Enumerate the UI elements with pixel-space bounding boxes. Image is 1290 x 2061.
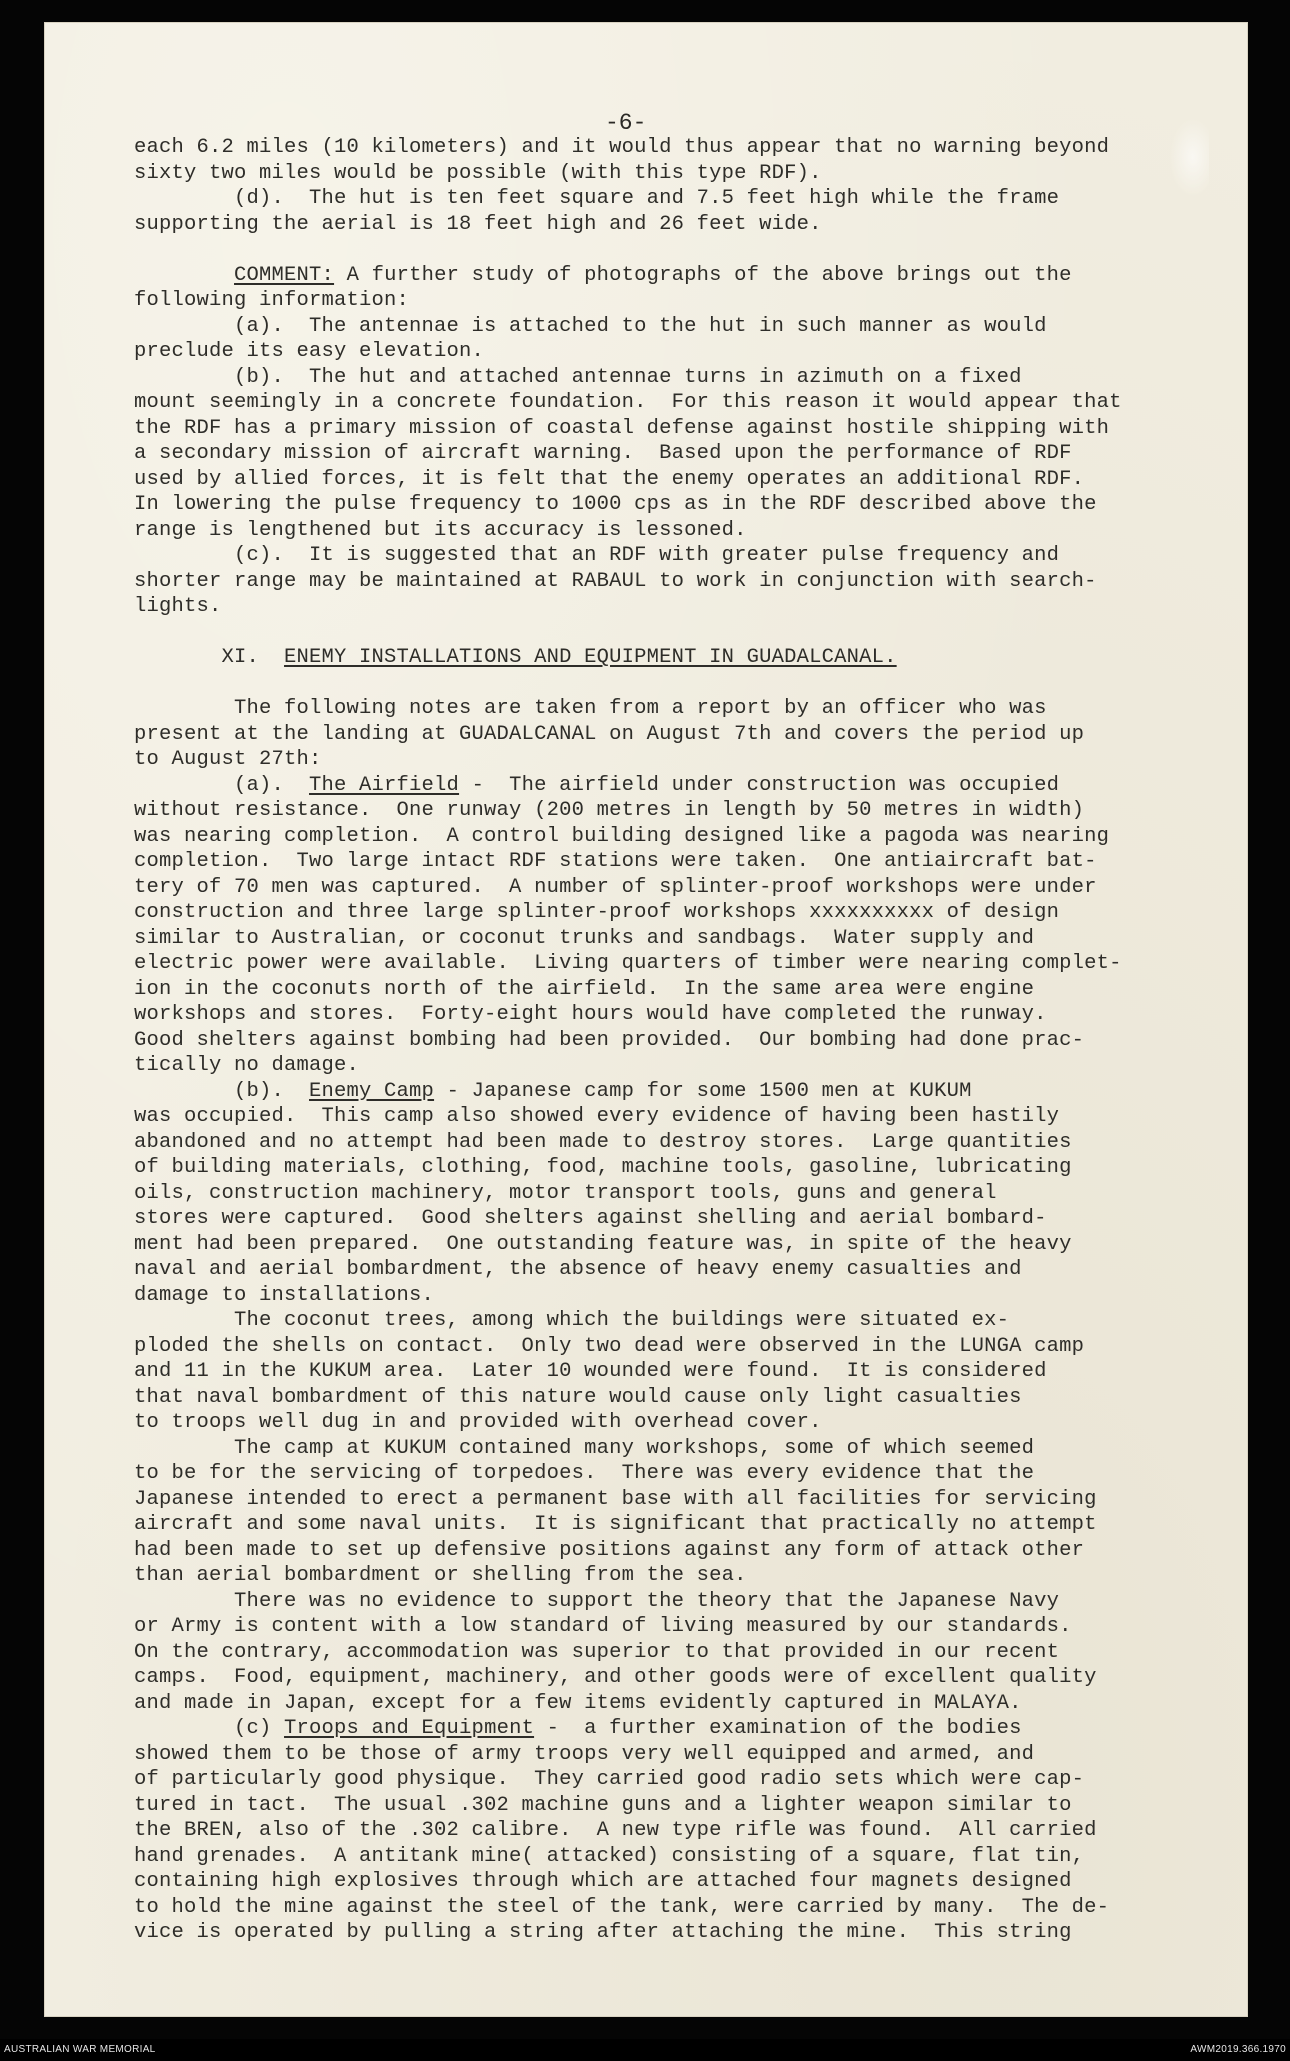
line-text: oils, construction machinery, motor transport tools, guns and general [134,1181,997,1205]
line-text: to August 27th: [134,748,322,771]
line-text: and made in Japan, except for a few items evidently captured in MALAYA. [134,1691,1022,1715]
line-text: a secondary mission of aircraft warning. Based upon the performance of RDF [134,442,1072,465]
line-text: range is lengthened but its accuracy is lessoned. [134,518,747,542]
line-text: vice is operated by pulling a string after attaching the mine. This string [134,1921,1072,1944]
underlined-heading: Enemy Camp [309,1079,435,1103]
text-line [134,1920,1174,1946]
line-text: workshops and stores. Forty-eight hours would have completed the runway. [134,1003,1047,1026]
text-line [134,1665,1174,1691]
archive-reference: AWM2019.366.1970 [1190,2044,1286,2055]
text-line [134,1104,1174,1130]
text-line [134,1334,1174,1360]
line-text: damage to installations. [134,1283,435,1307]
text-line [134,492,1174,518]
text-line [134,135,1174,161]
text-line [134,951,1174,977]
text-line [134,1028,1174,1054]
paper-crease-mark [1169,117,1209,197]
text-line [134,875,1174,901]
text-line [134,1436,1174,1462]
line-text: construction and three large splinter-proof workshops xxxxxxxxxx of design [134,901,1060,924]
text-line [134,1487,1174,1513]
line-text: The camp at KUKUM contained many workshops, some of which seemed [134,1436,1035,1460]
line-text: containing high explosives through which are attached four magnets designed [134,1870,1072,1893]
line-text: ion in the coconuts north of the airfield. In the same area were engine [134,977,1035,1001]
text-line [134,441,1174,467]
text-line [134,773,1174,799]
text-line [134,722,1174,748]
line-text: (c). It is suggested that an RDF with greater pulse frequency and [134,544,1060,567]
line-text: Good shelters against bombing had been provided. Our bombing had done prac- [134,1028,1085,1052]
line-text: or Army is content with a low standard of living measured by our standards. [134,1615,1072,1638]
text-line [134,1844,1174,1870]
underlined-heading: Troops and Equipment [284,1717,535,1740]
blank-line [134,620,1174,646]
text-line [134,1742,1174,1768]
line-text: (a). The antennae is attached to the hut in such manner as would [134,314,1047,338]
line-text: than aerial bombardment or shelling from the sea. [134,1564,747,1587]
line-text: The following notes are taken from a report by an officer who was [134,697,1047,720]
text-line [134,186,1174,212]
line-text: tically no damage. [134,1054,360,1077]
line-text: to troops well dug in and provided with overhead cover. [134,1411,822,1434]
line-text: was occupied. This camp also showed every evidence of having been hastily [134,1105,1060,1128]
line-text: following information: [134,289,410,312]
line-text: supporting the aerial is 18 feet high and 26 feet wide. [134,212,822,236]
text-line [134,1512,1174,1538]
line-text: abandoned and no attempt had been made to destroy stores. Large quantities [134,1130,1072,1154]
line-text: (b). The hut and attached antennae turns in azimuth on a fixed [134,365,1022,389]
text-line [134,212,1174,238]
text-line [134,926,1174,952]
text-line [134,365,1174,391]
line-text: aircraft and some naval units. It is significant that practically no attempt [134,1513,1097,1536]
line-text: without resistance. One runway (200 metres in length by 50 metres in width) [134,799,1085,822]
line-text: (a). [134,773,310,797]
line-text: the RDF has a primary mission of coastal defense against hostile shipping with [134,416,1110,440]
line-text-continued: - a further examination of the bodies [534,1717,1022,1740]
text-line [134,1563,1174,1589]
text-line [134,1181,1174,1207]
text-line [134,1308,1174,1334]
text-line [134,263,1174,289]
line-text: sixty two miles would be possible (with this type RDF). [134,161,822,185]
line-text: (d). The hut is ten feet square and 7.5 feet high while the frame [134,187,1060,210]
text-line [134,1130,1174,1156]
text-line [134,390,1174,416]
archive-credit: AUSTRALIAN WAR MEMORIAL [4,2044,156,2055]
line-text: There was no evidence to support the theory that the Japanese Navy [134,1589,1060,1613]
line-text: shorter range may be maintained at RABAUL to work in conjunction with search- [134,569,1097,593]
line-text: and 11 in the KUKUM area. Later 10 wounded were found. It is considered [134,1360,1047,1383]
line-text: lights. [134,595,222,618]
text-line [134,1538,1174,1564]
page-number: -6- [605,110,647,136]
line-text: to be for the servicing of torpedoes. There was every evidence that the [134,1462,1035,1485]
line-text: The coconut trees, among which the buildings were situated ex- [134,1309,1010,1332]
underlined-heading: The Airfield [309,773,460,797]
line-text: naval and aerial bombardment, the absence of heavy enemy casualties and [134,1258,1022,1281]
line-text: similar to Australian, or coconut trunks and sandbags. Water supply and [134,926,1035,950]
text-line [134,594,1174,620]
text-line [134,798,1174,824]
line-text: had been made to set up defensive positions against any form of attack other [134,1538,1085,1562]
blank-line [134,237,1174,263]
line-text: of particularly good physique. They carried good radio sets which were cap- [134,1768,1085,1791]
line-text: Japanese intended to erect a permanent base with all facilities for servicing [134,1487,1097,1511]
text-line [134,977,1174,1003]
text-line [134,1410,1174,1436]
line-text: stores were captured. Good shelters against shelling and aerial bombard- [134,1207,1047,1230]
text-line [134,1767,1174,1793]
text-line [134,1869,1174,1895]
text-line [134,1818,1174,1844]
line-text: mount seemingly in a concrete foundation. For this reason it would appear that [134,391,1122,414]
line-text: of building materials, clothing, food, machine tools, gasoline, lubricating [134,1156,1072,1179]
line-text: (c) [134,1717,285,1740]
line-text: was nearing completion. A control building designed like a pagoda was nearing [134,824,1110,848]
line-text: ploded the shells on contact. Only two dead were observed in the LUNGA camp [134,1334,1085,1358]
text-line [134,645,1174,671]
text-line [134,696,1174,722]
line-text: each 6.2 miles (10 kilometers) and it would thus appear that no warning beyond [134,136,1110,159]
line-text: camps. Food, equipment, machinery, and other goods were of excellent quality [134,1666,1097,1689]
line-text-continued: - The airfield under construction was occupied [459,773,1060,797]
line-text: used by allied forces, it is felt that the enemy operates an additional RDF. [134,467,1085,491]
line-text-continued: - Japanese camp for some 1500 men at KUKUM [434,1079,972,1103]
text-line [134,416,1174,442]
text-line [134,1359,1174,1385]
underlined-heading: COMMENT: [234,263,335,287]
line-text: On the contrary, accommodation was superior to that provided in our recent [134,1640,1060,1664]
text-line [134,900,1174,926]
text-line [134,569,1174,595]
line-text: ment had been prepared. One outstanding feature was, in spite of the heavy [134,1232,1072,1256]
text-line [134,467,1174,493]
text-line [134,1461,1174,1487]
line-text [134,264,234,287]
text-line [134,1895,1174,1921]
text-line [134,747,1174,773]
line-text: XI. [134,646,285,669]
text-line [134,1206,1174,1232]
text-line [134,1614,1174,1640]
line-text-continued: A further study of photographs of the above brings out the [334,263,1072,287]
text-line [134,1691,1174,1717]
text-line [134,1640,1174,1666]
line-text: completion. Two large intact RDF stations were taken. One antiaircraft bat- [134,850,1097,873]
blank-line [134,671,1174,697]
line-text: showed them to be those of army troops very well equipped and armed, and [134,1742,1035,1766]
text-line [134,288,1174,314]
text-line [134,849,1174,875]
text-line [134,1053,1174,1079]
line-text: preclude its easy elevation. [134,340,485,363]
line-text: tery of 70 men was captured. A number of splinter-proof workshops were under [134,875,1097,899]
line-text: tured in tact. The usual .302 machine guns and a lighter weapon similar to [134,1793,1072,1817]
text-line [134,1589,1174,1615]
text-line [134,518,1174,544]
text-line [134,1232,1174,1258]
text-line [134,1002,1174,1028]
text-line [134,824,1174,850]
text-line [134,1385,1174,1411]
line-text: electric power were available. Living quarters of timber were nearing complet- [134,952,1122,975]
typed-body-text [134,135,1174,1946]
line-text: In lowering the pulse frequency to 1000 cps as in the RDF described above the [134,493,1097,516]
text-line [134,161,1174,187]
line-text: to hold the mine against the steel of the tank, were carried by many. The de- [134,1895,1110,1919]
line-text: that naval bombardment of this nature would cause only light casualties [134,1385,1022,1409]
text-line [134,543,1174,569]
text-line [134,1155,1174,1181]
text-line [134,1079,1174,1105]
text-line [134,339,1174,365]
underlined-heading: ENEMY INSTALLATIONS AND EQUIPMENT IN GUADALCANAL. [284,646,897,669]
line-text: present at the landing at GUADALCANAL on August 7th and covers the period up [134,722,1085,746]
text-line [134,1716,1174,1742]
text-line [134,1257,1174,1283]
line-text: (b). [134,1079,310,1103]
line-text: the BREN, also of the .302 calibre. A new type rifle was found. All carried [134,1819,1097,1842]
text-line [134,1283,1174,1309]
archive-footer [0,2039,1290,2061]
text-line [134,1793,1174,1819]
text-line [134,314,1174,340]
line-text: hand grenades. A antitank mine( attacked) consisting of a square, flat tin, [134,1844,1085,1868]
